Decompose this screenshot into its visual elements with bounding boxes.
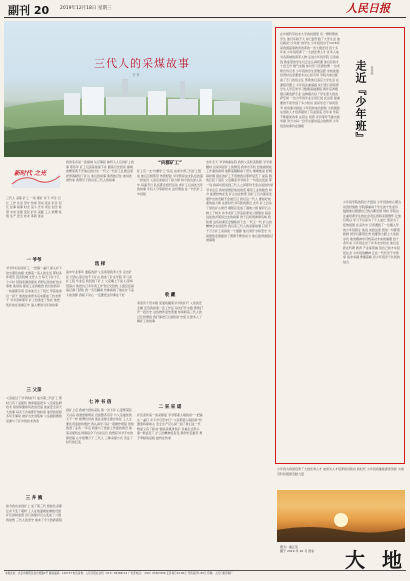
article-text: 父亲接过了爷爷的矿灯 成为第二代矿工 那时已有了采煤机 效率提高很多 父亲爱钻研技术 常常琢磨如何改进设备 他说安全是天大的事 每次下井前都仔细检查 他带的班组多年无事故 被评为先进集体 父亲最骄傲的是参与了矿井的技术改造: [6, 396, 62, 423]
photo-title: 大 地: [345, 548, 407, 572]
mid-left-column: [66, 160, 134, 568]
article-text: 少年班为我国培养了大批优秀人才 被誉为人才培养的试验田 新时代 少年班将继续探索创新 为建设科技强国贡献力量: [277, 467, 404, 476]
article-text: 矿区流传着一首采煤谣 爷爷那辈人唱的是“一把镐头一盏灯 井下岁月苦中行” 父亲那辈人唱的是“机器轰鸣煤如山 安全生产记心间” 到了我们这一代 歌谣又有了新词“智能采煤绿色矿 幸福生活奔小康” 歌谣变了 矿工的精神没有变 那份吃苦耐劳 勇于奉献的品格 始终在传承: [137, 413, 203, 440]
sunset-photo: [277, 490, 405, 542]
section-heading: 三 井 姨: [25, 496, 43, 501]
section-heading: 三 父亲: [26, 388, 42, 393]
header-rule: [4, 17, 406, 18]
section-badge: [10, 160, 62, 192]
article-text: 在中国科学技术大学的校园里 有一群特殊的学生 他们年龄不大 却已经开始了大学生活 他们就是“少年班”的学生 少年班创办于1978年 是我国高等教育改革的一次大胆尝试 四十多年来 少年班培养了一大批优秀人才 许多人成为各领域的领军人物 走进少年班学院 记者看到 教室里的学生们正在认真听课 他们有的才十四五岁 稚气未脱 却对学习充满热情 一位老师告诉记者 少年班的学生思维活跃 求知欲强 但同时也需要更多关心和引导 学院为他们配备了专门的班主任 帮助他们适应大学生活 在课程设置上 少年班注重基础 实行宽口径培养 学生入学后先学习数理基础课程 两年后再根据兴趣选择专业 这种模式给了学生更大的选择空间 一位少年班毕业生回忆说 在这里 最重要的不是学到了多少知识 而是学会了如何思考 如何面对挑战 少年班的成功经验 为我国拔尖创新人才培养提供了有益借鉴 近年来 学院不断探索改革 在招生 培养 评价等环节推出新举措 努力为每一位学生提供适合的教育 少年班的故事仍在继续: [280, 32, 340, 128]
center-column: [206, 160, 273, 568]
article-text: 家里有个旧木箱 里面收藏着爷爷的矿灯 父亲的安全帽 还有我的第一张工作证 每次打开木箱 都像打开一段历史 这些物件虽然普通 却承载着三代人的记忆和情感 我打算把它们捐给矿史馆 让更多人了解矿工的故事: [137, 301, 203, 324]
photo-caption: 图为：谢正亮 摄于 2019 年 10 月 滨东: [280, 545, 315, 553]
hero-byline: 于 平: [132, 73, 140, 77]
sun-icon: [277, 490, 405, 542]
badge-text: 新时代 之光: [14, 170, 47, 177]
article-text: 我的家乡是一座煤城 从记事起 就听大人们讲矿上的事 那些年 矿工们顶着星星下井 踏着月光回家 煤城的繁荣离不开他们的付出 一代又一代矿工扎根这里 把青春献给了矿山 他们的故事 值得被记住 被讲述 被传承 我想写下我们家三代人的故事: [66, 160, 134, 183]
article-text: 矿上有一支“向群矿工”队伍 由老中青三代矿工组成 他们互相帮带 传授经验 爷爷曾是这支队伍的第一批成员 父亲后来接过了接力棒 如今我也加入其中 每逢节日 队伍都会组织活动 老矿工们讲述当年的故事 年轻人分享新技术 这份情谊 在一代代矿工中延续: [137, 169, 203, 196]
footer-text: 本报社址：北京市朝阳区金台西路2号 邮政编码：100733 电话查询：人民日报社总机（010）65368114 广告部电话：（010）65363306 定价每月24.00元 零售每份1.80元 印刷：人民日报印刷厂: [5, 572, 234, 575]
article-text: 如今我也来到矿上 成了第三代 智能化采煤让井下变了模样 工人在地面就能操控设备 矿区绿树成荫 昔日的煤矸石山变成了公园 我常想 三代人的坚守 换来了今天的新面貌: [6, 504, 62, 522]
section-heading: 一 爷爷: [26, 258, 42, 263]
article-text: 去年冬天 爷爷病重住院 我和父亲轮流照顾 爷爷清醒时 总是问起矿上的情况 我拿出手机 给他看智能工作面的视频 他眯着眼睛看了很久 喃喃地说 好啊 真好啊 现在的矿工不用像我们那样受苦了 说着 眼角泛起了泪花 父亲握着爷爷的手 一句话也没说 那一刻 我真切感受到三代人之间那份无需言说的传承 爷爷走后 我常常想起他说的话 煤是工业的粮食 如今 能源结构在变 矿山也在转型 但矿工们为国家发展作出的贡献不会被忘记 我们这一代人 要接好前辈的接力棒 在新时代书写新的篇章 去年 矿上启动了绿色矿山建设 塌陷区变成了湿地公园 煤矸石山种上了树木 许多老矿工带着孙辈来公园散步 指着远处的井架讲过去的故事 孩子们听得津津有味 我知道 这些故事还会继续讲下去 一代又一代 矿山的精神会永远流传 我们家三代人的采煤故事 只是千千万万矿工家庭的一个缩影 他们用汗水和坚守 为祖国的发展提供了源源不断的动力 他们值得被铭记 被尊敬: [206, 160, 273, 243]
article-text: 少年班学院的院长介绍说 少年班的核心理念是因材施教 学院尊重每个学生的个性差异 鼓励他们根据自己的兴趣发展 同时 学院也注重培养学生的社会责任感和家国情怀 让他们明白 学习不仅是为了个人成长 更是为了报效祖国 在采访中 记者遇到了一位刚入学的少年班新生 他说 来到这里 感觉一切都很新鲜 同学们都很优秀 我要努力跟上大家的步伐 他的眼神中闪烁着对未来的憧憬 四十余年来 少年班走出了许多杰出校友 他们活跃在科研 教育 产业等领域 用自己的才华回报社会 少年班的精神 正在一代代学子中传承 追求卓越 勇攀高峰 是少年班学子共同的信念: [343, 200, 401, 264]
right-bottom-column: [277, 467, 404, 487]
section-heading: 七 冲 书 信: [88, 400, 112, 405]
mid-right-column: [137, 160, 203, 568]
section-heading: “向群矿工”: [158, 161, 182, 166]
newspaper-logo: 人民日报: [346, 2, 390, 15]
hero-title: 三代人的采煤故事: [94, 57, 190, 70]
issue-date: 2019年12月18日 星期三: [60, 6, 112, 11]
left-column: [6, 196, 62, 568]
feature-col-1: [280, 32, 340, 460]
page-number: 副刊 20: [8, 4, 50, 17]
feature-title: 走近『少年班』: [354, 60, 367, 144]
section-heading: 二 采 采 谣: [158, 405, 182, 410]
article-text: 到矿上后 我被分到综采队 第一次下井 心里既紧张又兴奋 巷道宽敞明亮 设备整齐有序 与父亲描述的大不一样 师傅告诉我 现在采煤全靠自动化 工人主要负责监控和维护 我认真学习每一项操作规程 很快熟悉了业务 一年后 我参与了智能工作面的建设 看着采煤机在屏幕指令下自动运行 我想起爷爷手中的那把镐 心中感慨万千 三代人 三种采煤方式 见证了时代的巨变: [66, 408, 134, 445]
article-text: 三代人 采煤 矿工 一家 煤矿 井下 岁月 记忆 工作 生活 坚守 传承 劳动 家乡 矿区 回忆 往事 故事 时光 奋斗 汗水 责任 担当 希望 未来 发展 变化 矿井 采掘 工人 师傅 班组 生产 安全 技术 革新 进步: [6, 196, 62, 219]
feature-byline: 吕舟亮: [370, 66, 374, 75]
section-heading: 收 藏: [164, 293, 176, 298]
hero-image: [4, 21, 272, 157]
article-text: 爷爷年轻时是矿工 一把镐一盏灯 深入井下 挖出黑色的煤 支撑着一家人的生活 那时条件艰苦 没有机械 全凭人力 每天下井十几个小时 回到家满身煤灰 奶奶总是烧好热水等他 他常说 煤是工业的粮食 我们挖的每一块煤都有用 后来他当上了班长 带着徒弟们一起干 他的徒弟很多后来都成了技术骨干 爷爷退休那年 矿上给他发了奖状 他把奖状挂在堂屋正中 逢人便讲当年的故事: [6, 266, 62, 307]
feature-col-2: [343, 200, 401, 460]
section-heading: 选 择: [94, 262, 106, 267]
mine-illustration: [4, 21, 272, 157]
article-text: 高中毕业那年 面临选择 父亲希望我考大学 走出矿区 可我心里总放不下矿山 我选了矿业学院 学习采矿工程 毕业后 我回到了矿上 父亲嘴上不说 心里却很高兴 他把自己多年的工作笔记交给我 上面密密麻麻记满了经验 我一页页翻看 仿佛看到了他在井下奋斗的身影 我暗下决心 一定要把这份事业干好: [66, 270, 134, 297]
